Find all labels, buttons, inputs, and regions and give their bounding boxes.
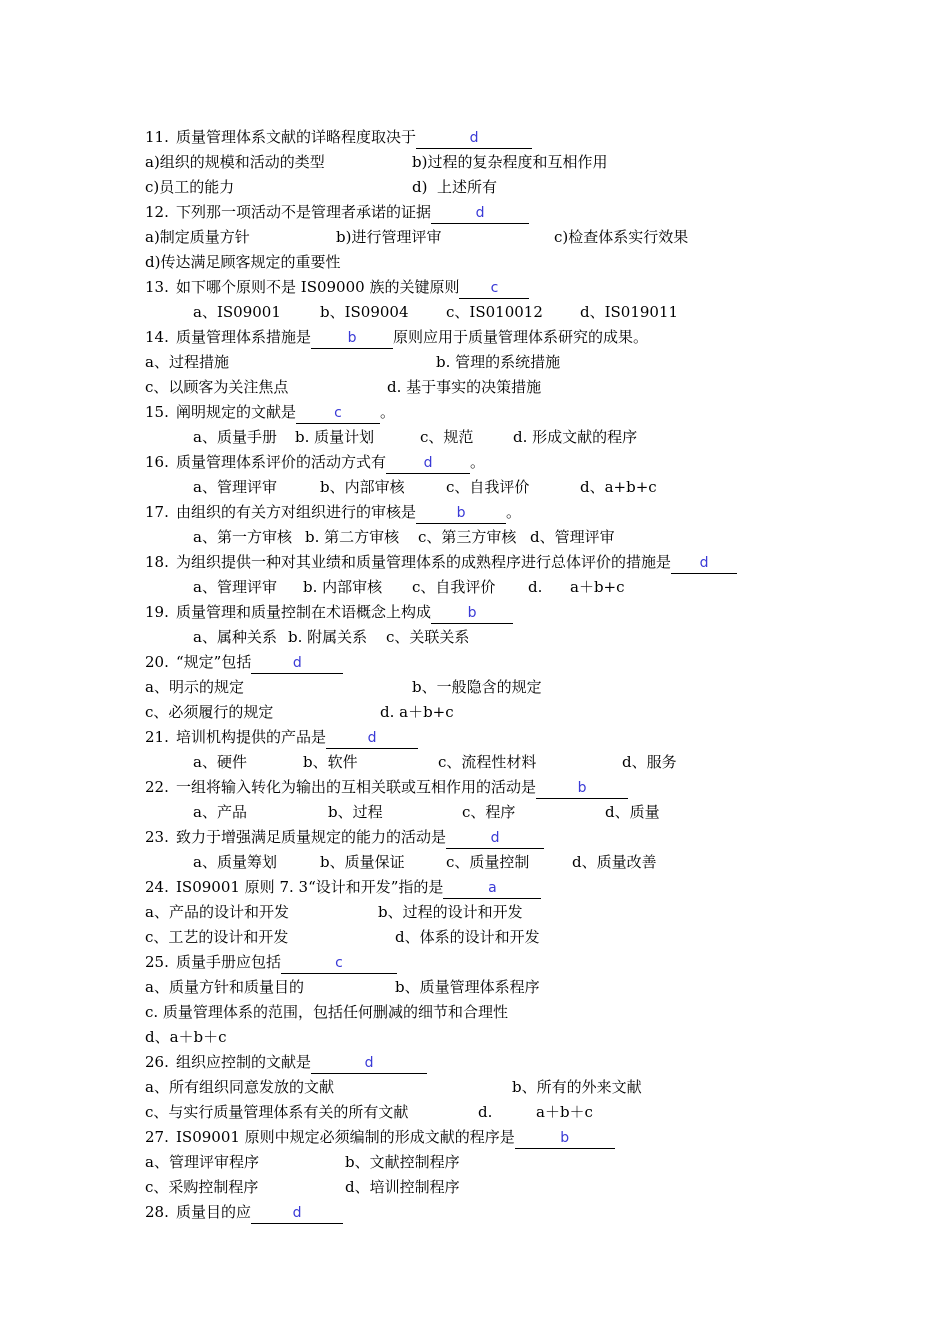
question-stem xyxy=(0,200,485,225)
question-number: 17. xyxy=(145,503,169,521)
question-stem xyxy=(0,825,500,850)
option: d. 形成文献的程序 xyxy=(513,428,638,446)
answer-letter: b xyxy=(577,780,587,796)
option: a、过程措施 xyxy=(145,353,229,371)
option: a、质量手册 xyxy=(193,428,277,446)
option: d. a＋b+c xyxy=(380,703,454,721)
options-row xyxy=(0,925,540,950)
option: c、以顾客为关注焦点 xyxy=(145,378,289,396)
question-number: 22. xyxy=(145,778,169,796)
question-stem xyxy=(0,400,396,425)
option: c、自我评价 xyxy=(446,478,530,496)
option: b、文献控制程序 xyxy=(345,1153,460,1171)
option: c、规范 xyxy=(420,428,474,446)
option: a、属种关系 xyxy=(193,628,277,646)
question-stem xyxy=(0,275,499,300)
answer-letter: c xyxy=(335,955,343,971)
option: a＋b+c xyxy=(570,578,625,596)
option: d、a+b+c xyxy=(580,478,657,496)
question-number: 18. xyxy=(145,553,169,571)
answer-letter: c xyxy=(334,405,342,421)
options-row xyxy=(0,250,341,275)
question-text: 下列那一项活动不是管理者承诺的证据 d xyxy=(176,200,529,225)
option: a＋b＋c xyxy=(536,1103,593,1121)
question-stem xyxy=(0,125,479,150)
option: a、IS09001 xyxy=(193,303,281,321)
option: d) 上述所有 xyxy=(412,178,497,196)
options-row xyxy=(0,1000,508,1025)
option: b、质量保证 xyxy=(320,853,405,871)
question-text: 质量目的应 d xyxy=(176,1200,343,1225)
answer-blank xyxy=(281,956,397,974)
option: b)过程的复杂程度和互相作用 xyxy=(412,153,608,171)
option: b)进行管理评审 xyxy=(336,228,442,246)
option: d、管理评审 xyxy=(530,528,615,546)
question-stem xyxy=(0,1125,570,1150)
question-number: 21. xyxy=(145,728,169,746)
option: d、a＋b＋c xyxy=(145,1028,227,1046)
option: a、第一方审核 xyxy=(193,528,292,546)
answer-letter: c xyxy=(490,280,499,296)
question-number: 25. xyxy=(145,953,169,971)
answer-letter: d xyxy=(364,1055,374,1071)
option: b、内部审核 xyxy=(320,478,405,496)
question-text: 组织应控制的文献是 d xyxy=(176,1050,427,1075)
options-row xyxy=(0,300,679,325)
answer-blank xyxy=(536,781,628,799)
option: d、培训控制程序 xyxy=(345,1178,460,1196)
question-text: 致力于增强满足质量规定的能力的活动是 d xyxy=(176,825,544,850)
question-text: 为组织提供一种对其业绩和质量管理体系的成熟程序进行总体评价的措施是 d xyxy=(176,550,737,575)
options-row xyxy=(0,525,615,550)
question-text: 质量手册应包括 c xyxy=(176,950,397,975)
option: d)传达满足顾客规定的重要性 xyxy=(145,253,341,271)
option: b. 管理的系统措施 xyxy=(436,353,561,371)
option: a、产品 xyxy=(193,803,247,821)
question-stem xyxy=(0,1200,302,1225)
option: a、质量筹划 xyxy=(193,853,277,871)
options-row xyxy=(0,750,677,775)
question-text: 质量管理体系措施是 b 原则应用于质量管理体系研究的成果。 xyxy=(176,325,648,350)
answer-blank xyxy=(515,1131,615,1149)
question-number: 24. xyxy=(145,878,169,896)
options-row xyxy=(0,975,540,1000)
question-stem xyxy=(0,650,302,675)
option: b、软件 xyxy=(303,753,358,771)
options-row xyxy=(0,700,454,725)
answer-blank xyxy=(386,456,470,474)
option: c、采购控制程序 xyxy=(145,1178,259,1196)
options-row xyxy=(0,1150,460,1175)
options-row xyxy=(0,175,497,200)
question-number: 27. xyxy=(145,1128,169,1146)
option: b. 附属关系 xyxy=(288,628,368,646)
option: a)制定质量方针 xyxy=(145,228,250,246)
answer-letter: b xyxy=(467,605,477,621)
option: d. 基于事实的决策措施 xyxy=(387,378,542,396)
option: d、质量 xyxy=(605,803,660,821)
question-stem xyxy=(0,775,587,800)
option: a、质量方针和质量目的 xyxy=(145,978,304,996)
option: c、与实行质量管理体系有关的所有文献 xyxy=(145,1103,409,1121)
option: c、流程性材料 xyxy=(438,753,537,771)
question-text: “规定”包括 d xyxy=(176,650,343,675)
answer-blank xyxy=(431,206,529,224)
question-number: 28. xyxy=(145,1203,169,1221)
answer-letter: d xyxy=(475,205,485,221)
option: c、质量控制 xyxy=(446,853,530,871)
question-number: 26. xyxy=(145,1053,169,1071)
options-row xyxy=(0,625,470,650)
option: a、管理评审程序 xyxy=(145,1153,259,1171)
option: b、过程 xyxy=(328,803,383,821)
option: a、管理评审 xyxy=(193,578,277,596)
question-number: 16. xyxy=(145,453,169,471)
option: a)组织的规模和活动的类型 xyxy=(145,153,325,171)
option: d、质量改善 xyxy=(572,853,657,871)
answer-letter: d xyxy=(699,555,709,571)
options-row xyxy=(0,425,638,450)
answer-blank xyxy=(459,281,529,299)
options-row xyxy=(0,1025,227,1050)
option: c、自我评价 xyxy=(412,578,496,596)
question-stem xyxy=(0,725,377,750)
question-number: 19. xyxy=(145,603,169,621)
answer-blank xyxy=(251,656,343,674)
options-row xyxy=(0,575,625,600)
option: c、工艺的设计和开发 xyxy=(145,928,289,946)
answer-letter: d xyxy=(423,455,433,471)
option: b. 内部审核 xyxy=(303,578,383,596)
option: c)检查体系实行效果 xyxy=(554,228,689,246)
option: d、IS019011 xyxy=(580,303,679,321)
option: a、管理评审 xyxy=(193,478,277,496)
answer-letter: d xyxy=(292,655,302,671)
option: b、IS09004 xyxy=(320,303,409,321)
answer-blank xyxy=(416,131,532,149)
option: c、第三方审核 xyxy=(418,528,517,546)
answer-blank xyxy=(431,606,513,624)
options-row xyxy=(0,800,660,825)
answer-letter: b xyxy=(560,1130,570,1146)
question-stem xyxy=(0,500,522,525)
option: a、明示的规定 xyxy=(145,678,244,696)
question-text: 由组织的有关方对组织进行的审核是 b 。 xyxy=(176,500,521,525)
option: c)员工的能力 xyxy=(145,178,235,196)
options-row xyxy=(0,1175,460,1200)
question-text: 培训机构提供的产品是 d xyxy=(176,725,418,750)
question-number: 15. xyxy=(145,403,169,421)
question-stem xyxy=(0,600,477,625)
question-text: 质量管理和质量控制在术语概念上构成 b xyxy=(176,600,513,625)
question-number: 12. xyxy=(145,203,169,221)
question-number: 11. xyxy=(145,128,169,146)
answer-blank xyxy=(311,1056,427,1074)
answer-blank xyxy=(443,881,541,899)
option: c、程序 xyxy=(462,803,516,821)
answer-blank xyxy=(251,1206,343,1224)
option: b、过程的设计和开发 xyxy=(378,903,523,921)
question-number: 14. xyxy=(145,328,169,346)
answer-letter: d xyxy=(367,730,377,746)
options-row xyxy=(0,375,542,400)
options-row xyxy=(0,900,523,925)
options-row xyxy=(0,850,657,875)
question-text: 阐明规定的文献是 c 。 xyxy=(176,400,395,425)
option: d、体系的设计和开发 xyxy=(395,928,540,946)
answer-blank xyxy=(446,831,544,849)
question-stem xyxy=(0,950,343,975)
option: c. 质量管理体系的范围，包括任何删减的细节和合理性 xyxy=(145,1003,508,1021)
options-row xyxy=(0,475,657,500)
option: b、质量管理体系程序 xyxy=(395,978,540,996)
answer-blank xyxy=(326,731,418,749)
option: b、所有的外来文献 xyxy=(512,1078,642,1096)
question-number: 20. xyxy=(145,653,169,671)
options-row xyxy=(0,675,542,700)
answer-blank xyxy=(416,506,506,524)
answer-letter: b xyxy=(456,505,466,521)
question-stem xyxy=(0,325,649,350)
option: d、服务 xyxy=(622,753,677,771)
option: b. 质量计划 xyxy=(295,428,375,446)
answer-letter: a xyxy=(488,880,497,896)
options-row xyxy=(0,150,608,175)
question-number: 23. xyxy=(145,828,169,846)
option: c、必须履行的规定 xyxy=(145,703,274,721)
option: d. xyxy=(528,578,543,596)
option: a、所有组织同意发放的文献 xyxy=(145,1078,334,1096)
answer-blank xyxy=(296,406,380,424)
option: b. 第二方审核 xyxy=(305,528,400,546)
option: a、硬件 xyxy=(193,753,247,771)
answer-letter: b xyxy=(347,330,357,346)
answer-blank xyxy=(311,331,393,349)
options-row xyxy=(0,1075,642,1100)
options-row xyxy=(0,350,561,375)
question-number: 13. xyxy=(145,278,169,296)
question-stem xyxy=(0,1050,374,1075)
question-text: 一组将输入转化为输出的互相关联或互相作用的活动是 b xyxy=(176,775,628,800)
option: c、关联关系 xyxy=(386,628,470,646)
option: a、产品的设计和开发 xyxy=(145,903,289,921)
answer-letter: d xyxy=(292,1205,302,1221)
question-stem xyxy=(0,450,486,475)
option: b、一般隐含的规定 xyxy=(412,678,542,696)
option: c、IS010012 xyxy=(446,303,543,321)
question-text: IS09001 原则中规定必须编制的形成文献的程序是 b xyxy=(176,1125,615,1150)
question-text: 质量管理体系文献的详略程度取决于 d xyxy=(176,125,532,150)
option: d. xyxy=(478,1103,493,1121)
answer-letter: d xyxy=(490,830,500,846)
question-stem xyxy=(0,550,709,575)
options-row xyxy=(0,1100,593,1125)
question-stem xyxy=(0,875,497,900)
question-text: IS09001 原则 7. 3“设计和开发”指的是 a xyxy=(176,875,541,900)
answer-blank xyxy=(671,556,737,574)
question-text: 质量管理体系评价的活动方式有 d 。 xyxy=(176,450,485,475)
options-row xyxy=(0,225,689,250)
question-text: 如下哪个原则不是 IS09000 族的关键原则 c xyxy=(176,275,529,300)
answer-letter: d xyxy=(469,130,479,146)
